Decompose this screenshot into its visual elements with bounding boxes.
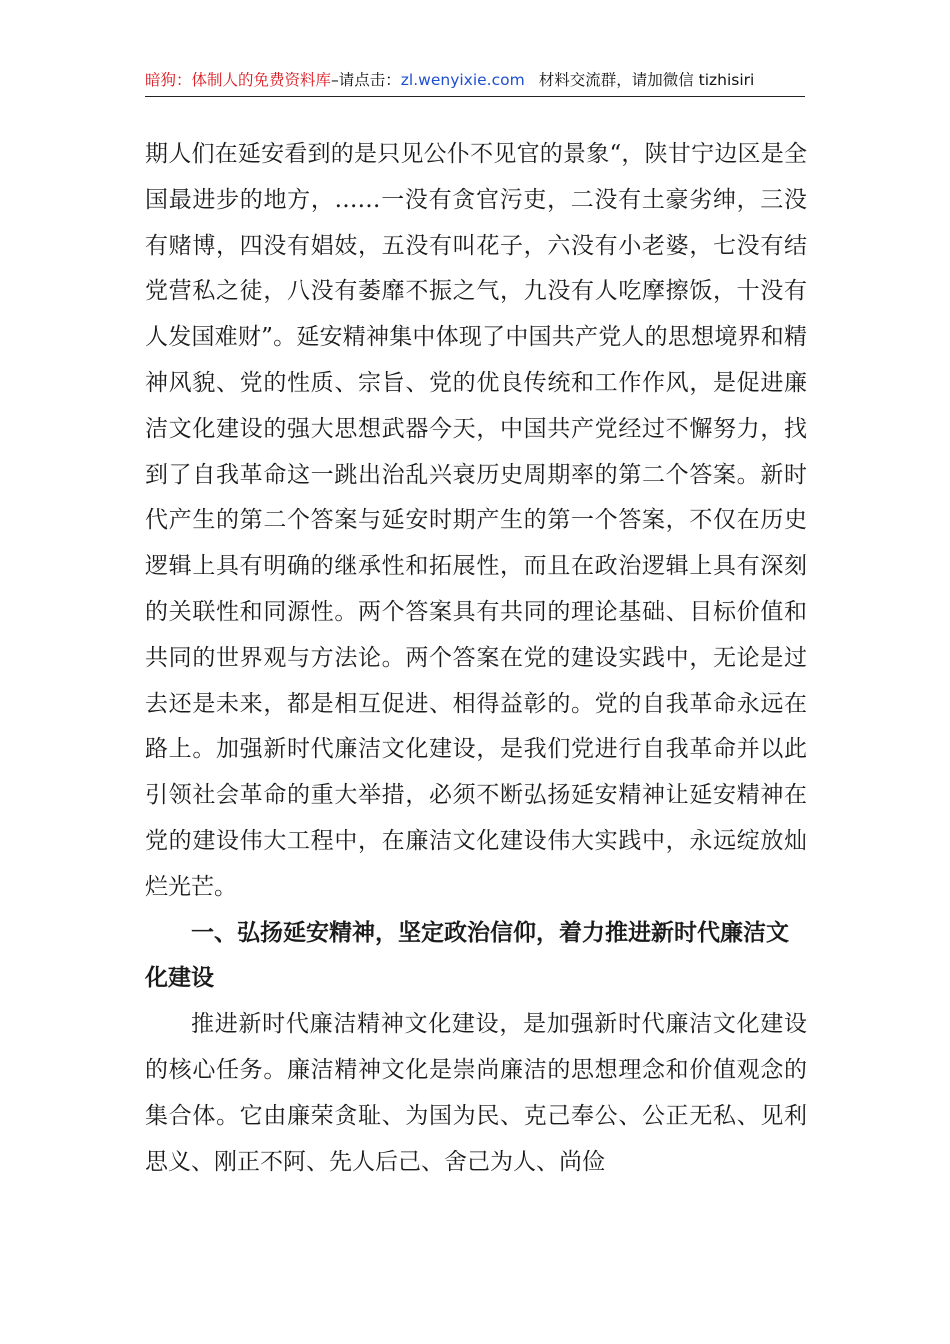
paragraph-continuation: 期人们在延安看到的是只见公仆不见官的景象“，陕甘宁边区是全国最进步的地方，……一没有贪官污吏，二没有土豪劣绅，三没有赌博，四没有娼妓，五没有叫花子，六没有小老婆，七没有结党营私之徒，八没有萎靡不振之气，九没有人吃摩擦饭，十没有人发国难财”。延安精神集中体现了中国共产党人的思想境界和精神风貌、党的性质、宗旨、党的优良传统和工作作风，是促进廉洁文化建设的强大思想武器今天，中国共产党经过不懈努力，找到了自我革命这一跳出治乱兴衰历史周期率的第二个答案。新时代产生的第二个答案与延安时期产生的第一个答案，不仅在历史逻辑上具有明确的继承性和拓展性，而且在政治逻辑上具有深刻的关联性和同源性。两个答案具有共同的理论基础、目标价值和共同的世界观与方法论。两个答案在党的建设实践中，无论是过去还是未来，都是相互促进、相得益彰的。党的自我革命永远在路上。加强新时代廉洁文化建设，是我们党进行自我革命并以此引领社会革命的重大举措，必须不断弘扬延安精神让延安精神在党的建设伟大工程中，在廉洁文化建设伟大实践中，永远绽放灿烂光芒。 (145, 141, 807, 900)
header-brand: 暗狗：体制人的免费资料库 (145, 71, 332, 89)
section-heading-1: 一、弘扬延安精神，坚定政治信仰，着力推进新时代廉洁文化建设 (145, 919, 789, 992)
paragraph-section-1: 推进新时代廉洁精神文化建设，是加强新时代廉洁文化建设的核心任务。廉洁精神文化是崇尚廉洁的思想理念和价值观念的集合体。它由廉荣贪耻、为国为民、克己奉公、公正无私、见利思义、刚正不阿、先人后己、舍己为人、尚俭 (145, 1011, 807, 1175)
header-click-prefix: –请点击： (331, 71, 401, 89)
document-body (145, 132, 807, 1185)
page-header (145, 68, 805, 97)
header-url-link[interactable]: zl.wenyixie.com (400, 71, 525, 89)
header-group-text: 材料交流群，请加微信 tizhisiri (538, 71, 755, 89)
